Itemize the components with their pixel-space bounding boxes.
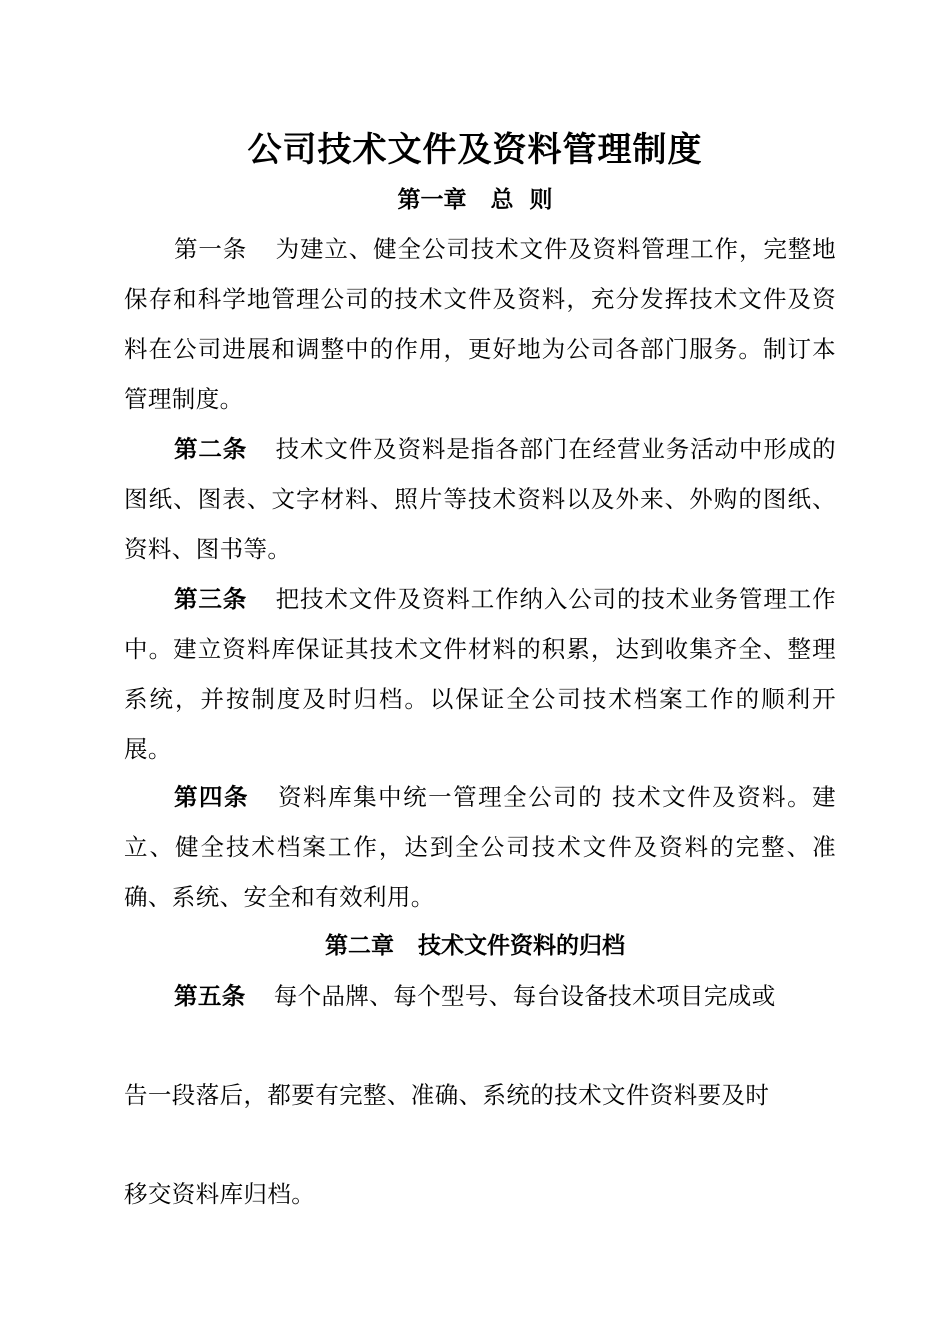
- article-5-line-2: 告一段落后，都要有完整、准确、系统的技术文件资料要及时: [124, 1081, 770, 1109]
- article-2-label: 第二条: [174, 435, 248, 463]
- chapter-1-heading-b: 则: [529, 187, 553, 213]
- chapter-1-heading-a: 总: [490, 187, 514, 213]
- chapter-1-heading: [0, 180, 950, 220]
- article-5-line-1-text: 每个品牌、每个型号、每台设备技术项目完成或: [273, 982, 776, 1010]
- chapter-2-label: 第二章: [325, 933, 394, 959]
- article-3: [124, 574, 836, 774]
- article-5-line-1: [174, 976, 886, 1016]
- chapter-2-title: 技术文件资料的归档: [418, 933, 625, 959]
- chapter-2-heading: [0, 926, 950, 966]
- document-title: 公司技术文件及资料管理制度: [247, 130, 703, 170]
- article-4: [124, 772, 836, 922]
- article-1: [124, 224, 836, 424]
- article-4-label: 第四条: [174, 783, 250, 811]
- article-1-label: 第一条: [174, 235, 248, 263]
- article-3-text: 把技术文件及资料工作纳入公司的技术业务管理工作中。建立资料库保证其技术文件材料的积累，达到收集齐全、整理系统，并按制度及时归档。以保证全公司技术档案工作的顺利开展。: [124, 585, 836, 763]
- article-4-text: 资料库集中统一管理全公司的 技术文件及资料。建立、健全技术档案工作，达到全公司技术文件及资料的完整、准确、系统、安全和有效利用。: [124, 783, 837, 911]
- article-5-line-3: 移交资料库归档。: [124, 1180, 316, 1208]
- article-5-label: 第五条: [174, 982, 246, 1010]
- article-1-text: 为建立、健全公司技术文件及资料管理工作，完整地保存和科学地管理公司的技术文件及资料，充分发挥技术文件及资料在公司进展和调整中的作用，更好地为公司各部门服务。制订本管理制度。: [124, 235, 836, 413]
- article-2-text: 技术文件及资料是指各部门在经营业务活动中形成的图纸、图表、文字材料、照片等技术资料以及外来、外购的图纸、资料、图书等。: [124, 435, 836, 563]
- article-2: [124, 424, 836, 574]
- article-3-label: 第三条: [174, 585, 248, 613]
- chapter-1-label: 第一章: [397, 187, 467, 213]
